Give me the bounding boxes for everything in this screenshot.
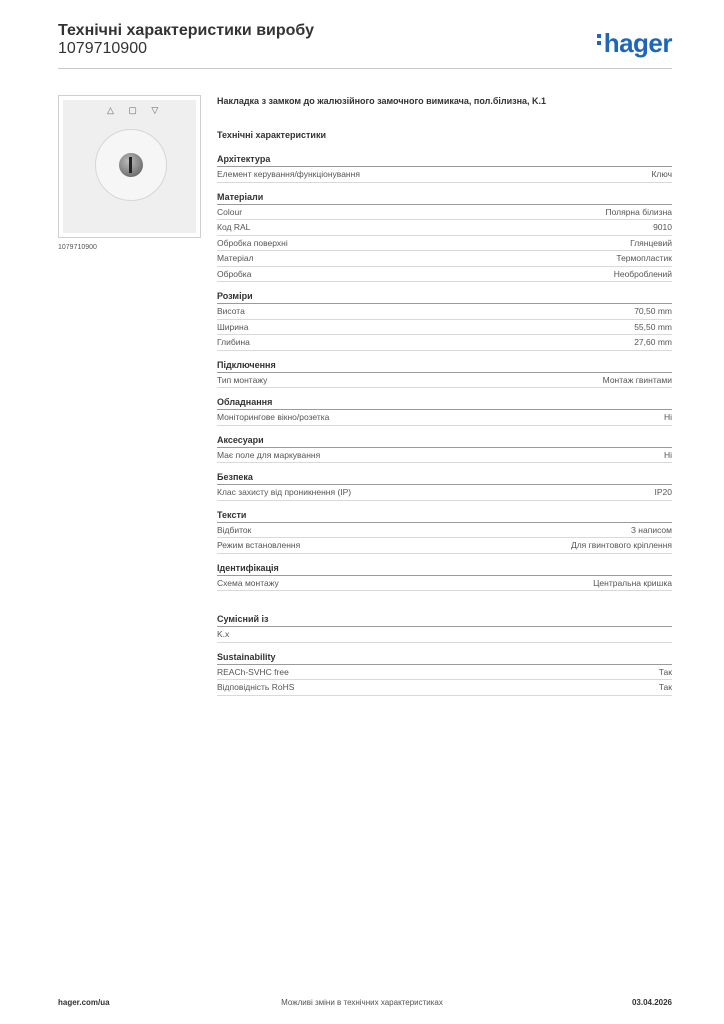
spec-value: Так xyxy=(658,666,672,677)
spec-row xyxy=(217,448,672,464)
header-divider xyxy=(58,68,672,69)
spec-value: Центральна кришка xyxy=(593,577,672,588)
spec-value: Необроблений xyxy=(613,268,672,279)
spec-label: Режим встановлення xyxy=(217,540,301,550)
spec-label: Схема монтажу xyxy=(217,577,279,588)
spec-row xyxy=(217,680,672,696)
spec-section xyxy=(217,154,672,183)
spec-value: Ні xyxy=(663,412,672,422)
spec-row xyxy=(217,485,672,501)
section-title: Тексти xyxy=(217,510,672,523)
spec-section xyxy=(217,192,672,283)
section-title: Аксесуари xyxy=(217,435,672,448)
spec-label: Ширина xyxy=(217,321,249,332)
spec-label: Код RAL xyxy=(217,222,251,232)
spec-row xyxy=(217,335,672,351)
spec-row xyxy=(217,205,672,221)
spec-label: Клас захисту від проникнення (IP) xyxy=(217,487,352,497)
hager-logo xyxy=(597,28,672,59)
spec-value: 70,50 mm xyxy=(634,306,672,316)
section-title: Ідентифікація xyxy=(217,563,672,576)
product-title: Накладка з замком до жалюзійного замочного вимикача, пол.білизна, K.1 xyxy=(217,96,547,106)
spec-label: Тип монтажу xyxy=(217,374,268,385)
spec-label: Матеріал xyxy=(217,253,254,263)
footer-disclaimer: Можливі зміни в технічних характеристиках xyxy=(281,998,443,1007)
spec-sections xyxy=(217,154,672,696)
spec-value: Для гвинтового кріплення xyxy=(570,540,672,550)
spec-row xyxy=(217,576,672,592)
footer-website: hager.com/ua xyxy=(58,998,110,1007)
spec-row xyxy=(217,627,672,643)
key-lock-icon xyxy=(119,153,143,177)
spec-label: Colour xyxy=(217,206,243,217)
spec-section xyxy=(217,510,672,554)
spec-value: Так xyxy=(658,682,672,692)
section-title: Розміри xyxy=(217,291,672,304)
spec-section xyxy=(217,291,672,351)
spec-row xyxy=(217,304,672,320)
spec-value: Ключ xyxy=(651,169,672,179)
spec-value: Термопластик xyxy=(616,253,672,263)
spec-section xyxy=(217,435,672,464)
spec-row xyxy=(217,220,672,236)
spec-row xyxy=(217,410,672,426)
spec-section xyxy=(217,397,672,426)
spec-row xyxy=(217,236,672,252)
spec-label: K.x xyxy=(217,629,230,639)
spec-label: Висота xyxy=(217,306,245,316)
section-title: Матеріали xyxy=(217,192,672,205)
spec-value: З написом xyxy=(630,524,672,535)
section-spacer xyxy=(217,600,672,614)
spec-section xyxy=(217,563,672,592)
cover-plate xyxy=(63,100,196,233)
spec-value: 9010 xyxy=(653,222,672,232)
spec-row xyxy=(217,665,672,681)
page-title: Технічні характеристики виробу xyxy=(58,22,314,39)
spec-label: Обробка поверхні xyxy=(217,237,288,248)
product-image xyxy=(58,95,201,238)
spec-value: Полярна білизна xyxy=(605,206,672,217)
spec-label: Відбиток xyxy=(217,524,252,535)
spec-label: REACh-SVHC free xyxy=(217,666,289,677)
spec-label: Моніторингове вікно/розетка xyxy=(217,412,330,422)
spec-value: Монтаж гвинтами xyxy=(602,374,672,385)
spec-section xyxy=(217,652,672,696)
logo-text: hager xyxy=(603,28,672,58)
spec-row xyxy=(217,251,672,267)
spec-value: Глянцевий xyxy=(630,237,672,248)
section-title: Sustainability xyxy=(217,652,672,665)
image-caption: 1079710900 xyxy=(58,244,97,251)
lock-ring xyxy=(95,129,167,201)
direction-arrows-icon: △ ▢ ▽ xyxy=(107,105,165,115)
spec-label: Глибина xyxy=(217,337,250,347)
spec-value: IP20 xyxy=(654,487,672,497)
section-title: Обладнання xyxy=(217,397,672,410)
section-title: Сумісний із xyxy=(217,614,672,627)
spec-row xyxy=(217,167,672,183)
tech-specs-heading: Технічні характеристики xyxy=(217,130,326,140)
spec-row xyxy=(217,538,672,554)
section-title: Підключення xyxy=(217,360,672,373)
spec-value: 55,50 mm xyxy=(634,321,672,332)
spec-section xyxy=(217,472,672,501)
spec-row xyxy=(217,320,672,336)
footer-date: 03.04.2026 xyxy=(631,998,672,1007)
spec-row xyxy=(217,267,672,283)
spec-label: Обробка xyxy=(217,268,252,279)
spec-value: 27,60 mm xyxy=(634,337,672,347)
product-code: 1079710900 xyxy=(58,40,147,57)
spec-row xyxy=(217,523,672,539)
spec-label: Елемент керування/функціонування xyxy=(217,169,360,179)
spec-section xyxy=(217,614,672,643)
spec-content xyxy=(217,96,672,705)
section-title: Архітектура xyxy=(217,154,672,167)
spec-label: Має поле для маркування xyxy=(217,449,321,460)
spec-value: Ні xyxy=(663,449,672,460)
spec-section xyxy=(217,360,672,389)
spec-row xyxy=(217,373,672,389)
section-title: Безпека xyxy=(217,472,672,485)
spec-label: Відповідність RoHS xyxy=(217,682,295,692)
